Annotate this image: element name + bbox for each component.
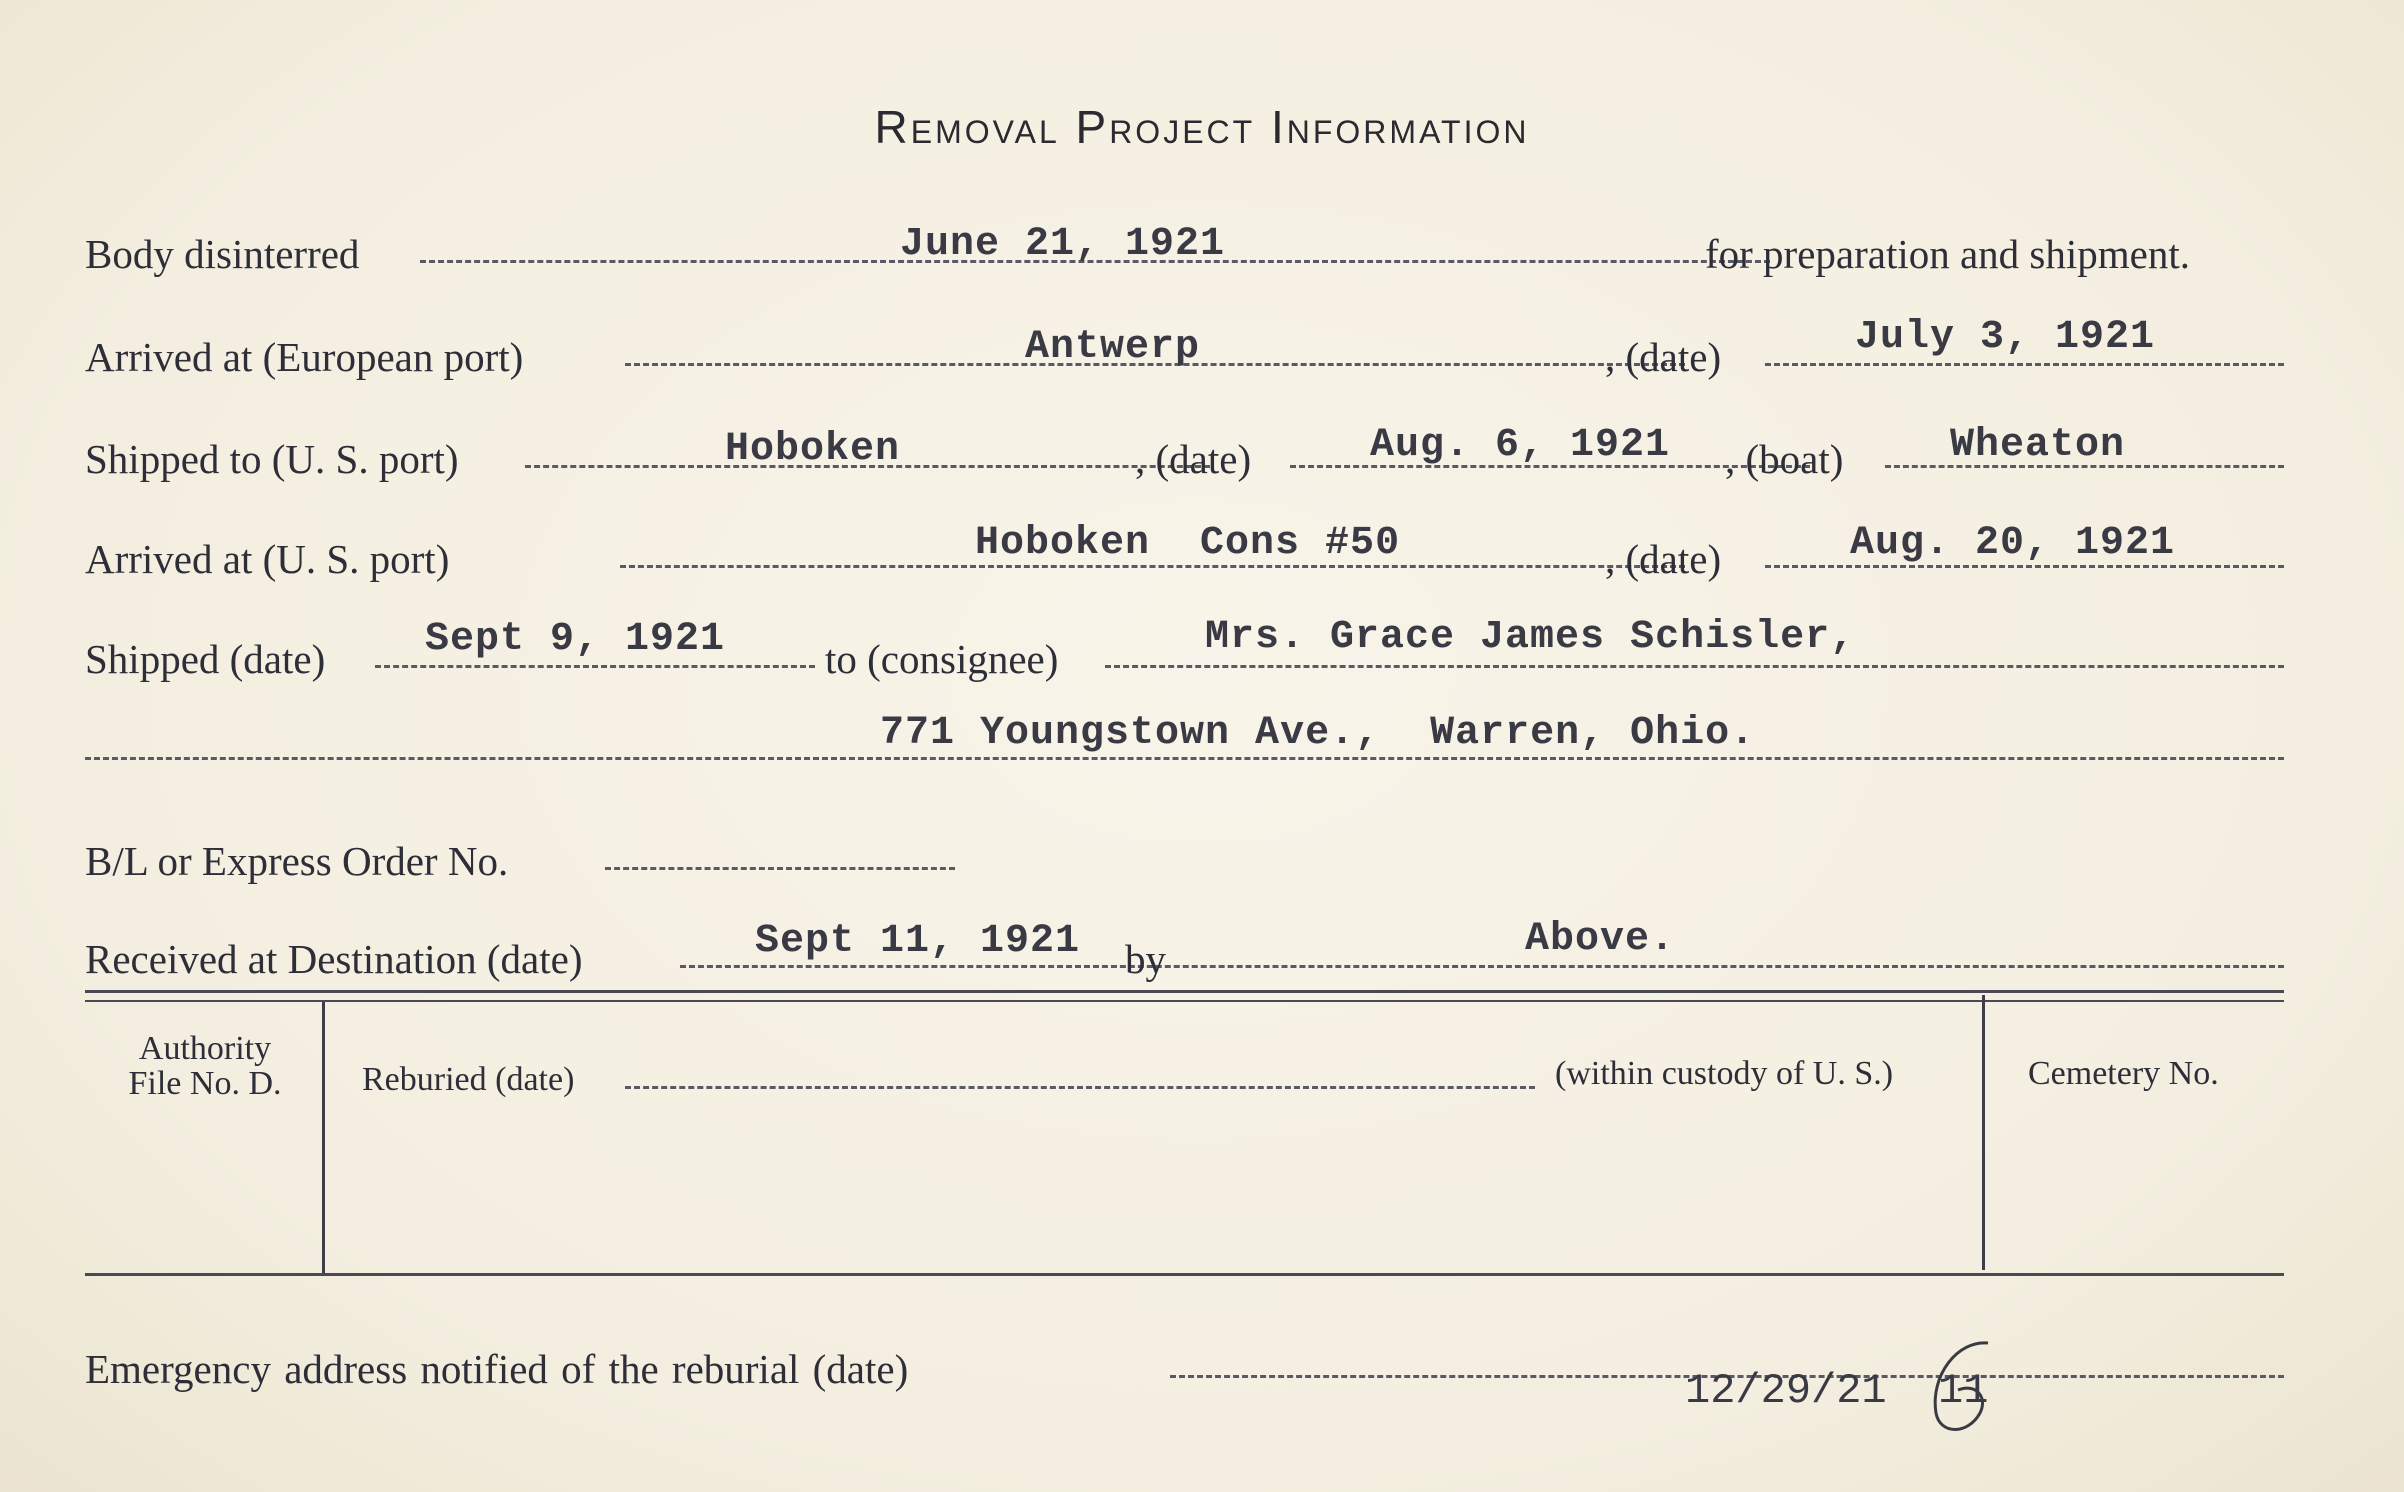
field-line — [680, 965, 2284, 968]
row-european-port — [85, 315, 2284, 380]
field-line — [375, 665, 815, 668]
value-consignee-address: 771 Youngstown Ave., Warren, Ohio. — [880, 711, 1756, 756]
value-european-arrival-date: July 3, 1921 — [1855, 315, 2156, 360]
field-line — [1105, 665, 2284, 668]
label-arrived-us-port: Arrived at (U. S. port) — [85, 536, 450, 582]
value-us-arrival-date: Aug. 20, 1921 — [1850, 521, 2176, 566]
row-arrived-us-port — [85, 520, 2284, 580]
stamp-date: 12/29/21 — [1685, 1367, 1887, 1415]
label-emergency-address: Emergency address notified of the reburial (date) — [85, 1346, 909, 1392]
row-shipped-consignee — [85, 615, 2284, 682]
value-shipped-date: Aug. 6, 1921 — [1370, 423, 1671, 468]
table-column-divider-right — [1982, 995, 1985, 1270]
row-bl-order — [85, 822, 2284, 882]
field-line — [605, 867, 955, 870]
page-title: Removal Project Information — [874, 101, 1530, 153]
field-line — [85, 757, 2284, 760]
label-file-no: File No. D. — [128, 1065, 282, 1102]
label-date: , (date) — [1605, 334, 1722, 380]
label-by: by — [1125, 936, 1166, 982]
label-shipped-date: Shipped (date) — [85, 636, 326, 682]
label-date: , (date) — [1135, 436, 1252, 482]
stamp-code: 11 — [1938, 1367, 1989, 1415]
label-date: , (date) — [1605, 536, 1722, 582]
label-received-destination: Received at Destination (date) — [85, 936, 583, 982]
value-european-port: Antwerp — [1025, 325, 1201, 370]
value-received-by: Above. — [1525, 917, 1676, 962]
divider-bottom — [85, 1273, 2284, 1276]
value-shipped-date: Sept 9, 1921 — [425, 617, 726, 662]
label-authority: Authority — [138, 1030, 272, 1067]
label-consignee: to (consignee) — [825, 636, 1059, 682]
row-consignee-address — [85, 712, 2284, 772]
label-body-disinterred: Body disinterred — [85, 231, 360, 277]
label-european-port: Arrived at (European port) — [85, 334, 524, 380]
value-received-date: Sept 11, 1921 — [755, 919, 1081, 964]
divider-top-2 — [85, 1000, 2284, 1002]
value-arrived-us-port: Hoboken Cons #50 — [975, 521, 1401, 566]
label-bl-order: B/L or Express Order No. — [85, 838, 509, 884]
label-custody: (within custody of U. S.) — [1555, 1055, 1894, 1092]
label-for-preparation: for preparation and shipment. — [1705, 231, 2191, 277]
value-boat: Wheaton — [1950, 423, 2126, 468]
label-shipped-us-port: Shipped to (U. S. port) — [85, 436, 459, 482]
row-received-destination — [85, 917, 2284, 982]
row-shipped-us-port — [85, 420, 2284, 480]
divider-top-1 — [85, 990, 2284, 993]
field-line — [1765, 363, 2284, 366]
value-consignee: Mrs. Grace James Schisler, — [1205, 615, 1856, 660]
label-reburied-date: Reburied (date) — [362, 1061, 575, 1098]
table-column-divider-left — [322, 1002, 325, 1275]
row-body-disinterred — [85, 215, 2284, 275]
label-cemetery-no: Cemetery No. — [2028, 1055, 2219, 1092]
field-line — [625, 1086, 1535, 1089]
label-boat: , (boat) — [1725, 436, 1844, 482]
value-us-port: Hoboken — [725, 427, 901, 472]
handwritten-mark-icon — [1918, 1335, 2008, 1445]
value-disinterred-date: June 21, 1921 — [900, 222, 1226, 267]
